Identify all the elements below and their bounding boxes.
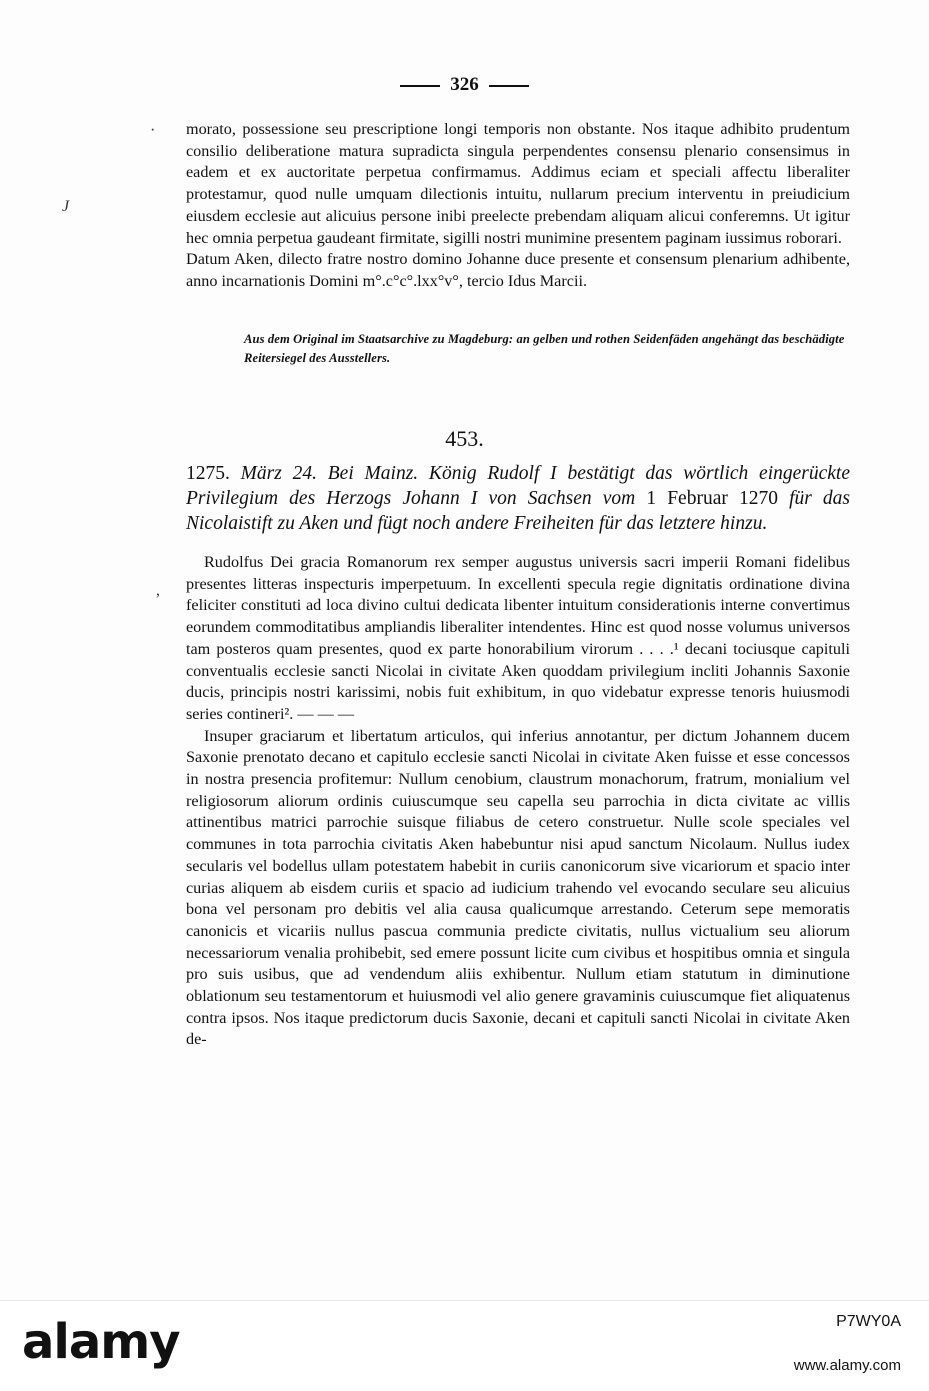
document-number: 453. [445, 426, 484, 451]
body-paragraph: Rudolfus Dei gracia Romanorum rex semper augustus universis sacri imperii Romani fidelibus presentes litteras inspecturis imperpetuum. In excellenti specula regie dignitatis ordinatione divina feliciter constituti ad loca divino cultui dedicata libenter intuitum considerationis interne convertimus eorundem commoditatibus ampliandis liberaliter intendentes. Hinc est quod nosse volumus universos tam posteros quam presentes, quod ex parte honorabilium virorum . . . .¹ decani tociusque capituli conventualis ecclesie sancti Nicolai in civitate Aken quoddam privilegium incliti Johannis Saxonie ducis, principis nostri karissimi, nobis fuit exhibitum, in quo videbatur expresse tenoris huiusmodi series contineri². — — — [186, 553, 850, 723]
page-number-row [0, 74, 929, 96]
document-heading [186, 461, 850, 536]
source-note: Aus dem Original im Staatsarchive zu Magdeburg: an gelben und rothen Seidenfäden angehängt das beschädigte Reitersiegel des Ausstellers. [244, 332, 845, 365]
site-url: www.alamy.com [793, 1357, 901, 1374]
page-number: 326 [450, 74, 479, 95]
document-body [186, 552, 850, 1051]
dash-right [489, 85, 529, 87]
heading-inline-date: 1 Februar 1270 [646, 488, 778, 509]
alamy-logo: alamy [22, 1314, 180, 1370]
margin-mark-j: J [62, 198, 70, 215]
heading-text-end: für das Nicolaistift zu Aken und fügt noch andere Freiheiten für das letztere hinzu. [186, 488, 851, 534]
margin-dot: · [150, 122, 156, 139]
margin-comma: , [156, 582, 160, 599]
image-id: P7WY0A [836, 1313, 901, 1330]
body-paragraph: Insuper graciarum et libertatum articulos, qui inferius annotantur, per dictum Johannem ducem Saxonie prenotato decano et capitulo ecclesie sancti Nicolai in civitate Aken fuisse et esse concessos in nostra presencia profitemur: Nullum cenobium, claustrum monachorum, fratrum, monialium vel religiosorum aliorum ordinis cuiuscumque seu capella seu parrochia in dicta civitate ac villis attinentibus matrici parrochie suisque filiabus de cetero construetur. Nulle scole speciales vel communes in tota parrochia civitatis Aken habebuntur nisi apud sanctum Nicolaum. Nullus iudex secularis vel bodellus ullam potestatem habebit in curiis canonicorum sive vicariorum et spacio inter curias aliquem ab eisdem curiis et spacio ad iudicium trahendo vel evocando seculare seu alicuius bona vel personam pro debitis vel alia causa qualicumque arrestando. Ceterum sepe memoratis canonicis et vicariis nullus pascua communia predicte civitatis, nullus victualium seu aliorum necessariorum venalia prohibebit, sed emere possunt licite cum civibus et hospitibus omnia et singula pro suis usibus, que ad vendendum aliis exhibentur. Nullum etiam statutum in diminutione oblationum seu testamentorum et huiusmodi vel alio genere gravaminis cuiuscumque fiet aliquatenus contra ipsos. Nos itaque predictorum ducis Saxonie, decani et capituli sancti Nicolai in civitate Aken de- [186, 726, 850, 1049]
datum-line: Datum Aken, dilecto fratre nostro domino Johanne duce presente et consensum plenarium adhibente, anno incarnationis Domini m°.c°c°.lxx°v°, tercio Idus Marcii. [186, 250, 850, 290]
heading-text: März 24. Bei Mainz. König Rudolf I bestätigt das wörtlich eingerückte Privilegium des Herzogs Johann I von Sachsen vom [186, 463, 850, 509]
dash-left [400, 85, 440, 87]
previous-document-text [186, 119, 850, 293]
heading-year: 1275. [186, 463, 230, 484]
previous-document-paragraph: morato, possessione seu prescriptione longi temporis non obstante. Nos itaque adhibito prudentum consilio deliberatione matura supradicta singula perpendentes consensu plenario consensimus in eadem et ex auctoritate perpetua confirmamus. Addimus eciam et speciali affectu liberaliter protestamur, quod nulle umquam dilectionis intuitu, nullarum precium interventu in preiudicium eiusdem ecclesie aut alicuius persone inibi preelecte prebendam aliquam alicui conferemns. Ut igitur hec omnia perpetua gaudeant firmitate, sigilli nostri munimine presentem paginam iussimus roborari. [186, 120, 850, 247]
